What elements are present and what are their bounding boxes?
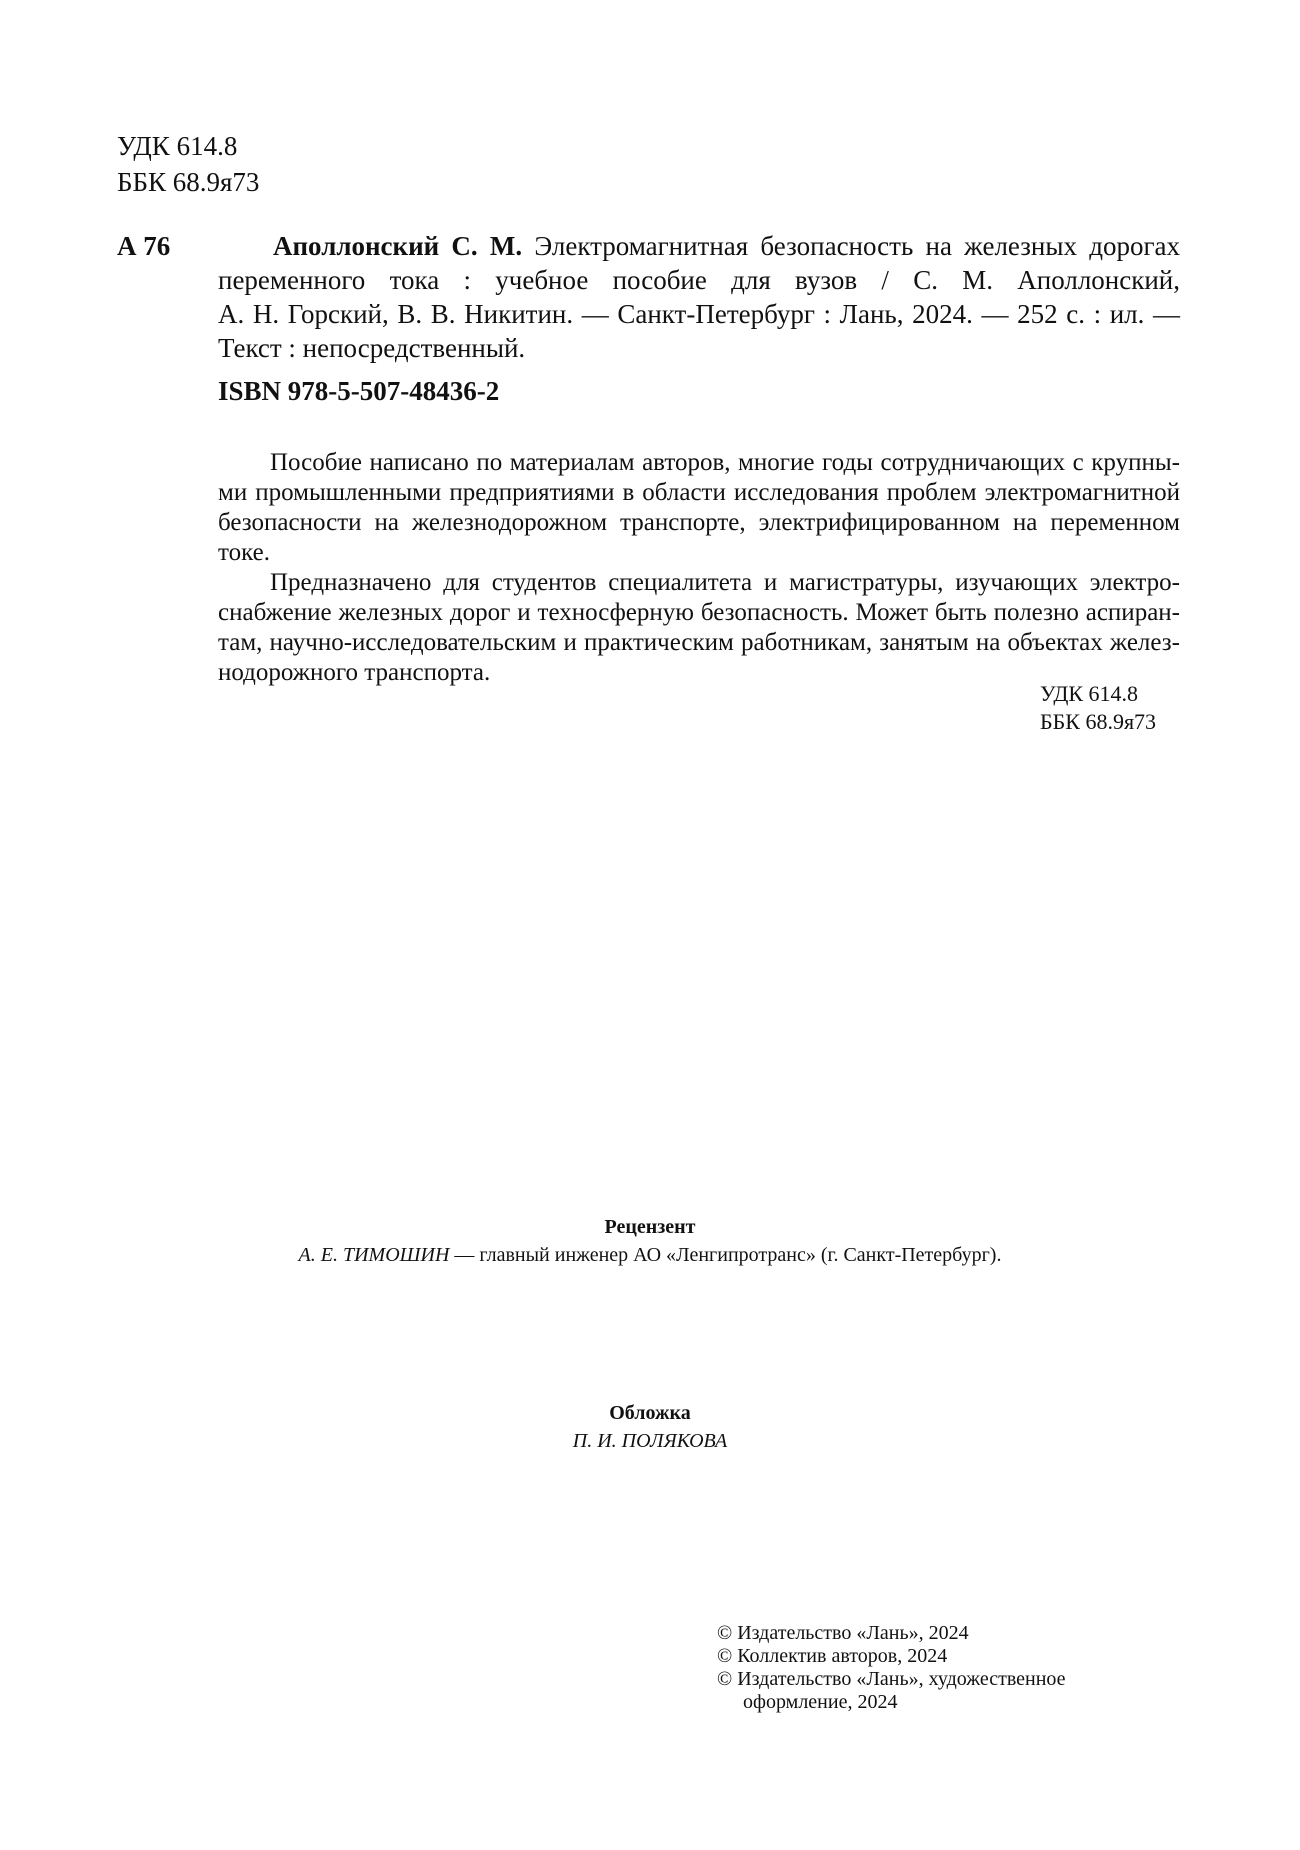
reviewer-heading: Рецензент xyxy=(604,1216,696,1238)
annotation xyxy=(218,448,1180,688)
library-index: А 76 xyxy=(117,231,171,261)
copyright-line: © Коллектив авторов, 2024 xyxy=(717,1645,948,1667)
isbn: ISBN 978-5-507-48436-2 xyxy=(218,376,500,406)
cover-heading: Обложка xyxy=(609,1402,691,1424)
annotation-line: Пособие написано по материалам авторов, многие годы сотрудничающих с крупны- xyxy=(270,449,1180,476)
biblio-line-1 xyxy=(218,229,1180,263)
annotation-line: там, научно-исследовательским и практическим работникам, занятым на объектах желез- xyxy=(218,629,1180,656)
annotation-line: нодорожного транспорта. xyxy=(218,659,491,686)
reviewer-description: — главный инженер АО «Ленгипротранс» (г. Санкт-Петербург). xyxy=(449,1244,1002,1266)
classification-block-top xyxy=(117,128,259,200)
copyright-line: оформление, 2024 xyxy=(743,1691,898,1713)
bibliographic-description xyxy=(218,229,1180,365)
biblio-line-2: переменного тока : учебное пособие для вузов / С. М. Аполлонский, xyxy=(218,265,1180,295)
bbk-code: ББК 68.9я73 xyxy=(117,167,260,197)
reviewer-name: А. Е. ТИМОШИН xyxy=(298,1244,450,1266)
biblio-line-4: Текст : непосредственный. xyxy=(218,333,526,363)
annotation-line: Предназначено для студентов специалитета и магистратуры, изучающих электро- xyxy=(270,569,1180,596)
book-title: Электромагнитная безопасность на железных дорогах xyxy=(534,231,1181,261)
copyright-line: © Издательство «Лань», 2024 xyxy=(717,1622,969,1644)
annotation-line: снабжение железных дорог и техносферную безопасность. Может быть полезно аспиран- xyxy=(218,599,1180,626)
udk-code: УДК 614.8 xyxy=(117,131,238,161)
annotation-line: токе. xyxy=(218,539,270,566)
annotation-line: безопасности на железнодорожном транспорте, электрифицированном на переменном xyxy=(218,509,1180,536)
cover-designer-name: П. И. ПОЛЯКОВА xyxy=(572,1430,728,1452)
annotation-paragraph-1 xyxy=(218,448,1180,568)
author-name: Аполлонский С. М. xyxy=(273,231,523,261)
copyright-block xyxy=(717,1622,1066,1714)
udk-code: УДК 614.8 xyxy=(1040,681,1139,706)
reviewer-line xyxy=(0,1244,1300,1267)
annotation-line: ми промышленными предприятиями в области исследования проблем электромагнитной xyxy=(218,479,1180,506)
bbk-code: ББК 68.9я73 xyxy=(1040,709,1157,734)
annotation-paragraph-2 xyxy=(218,568,1180,688)
copyright-line: © Издательство «Лань», художественное xyxy=(717,1668,1066,1690)
classification-block-bottom xyxy=(1040,680,1156,736)
biblio-line-3: А. Н. Горский, В. В. Никитин. — Санкт-Петербург : Лань, 2024. — 252 с. : ил. — xyxy=(218,299,1180,329)
